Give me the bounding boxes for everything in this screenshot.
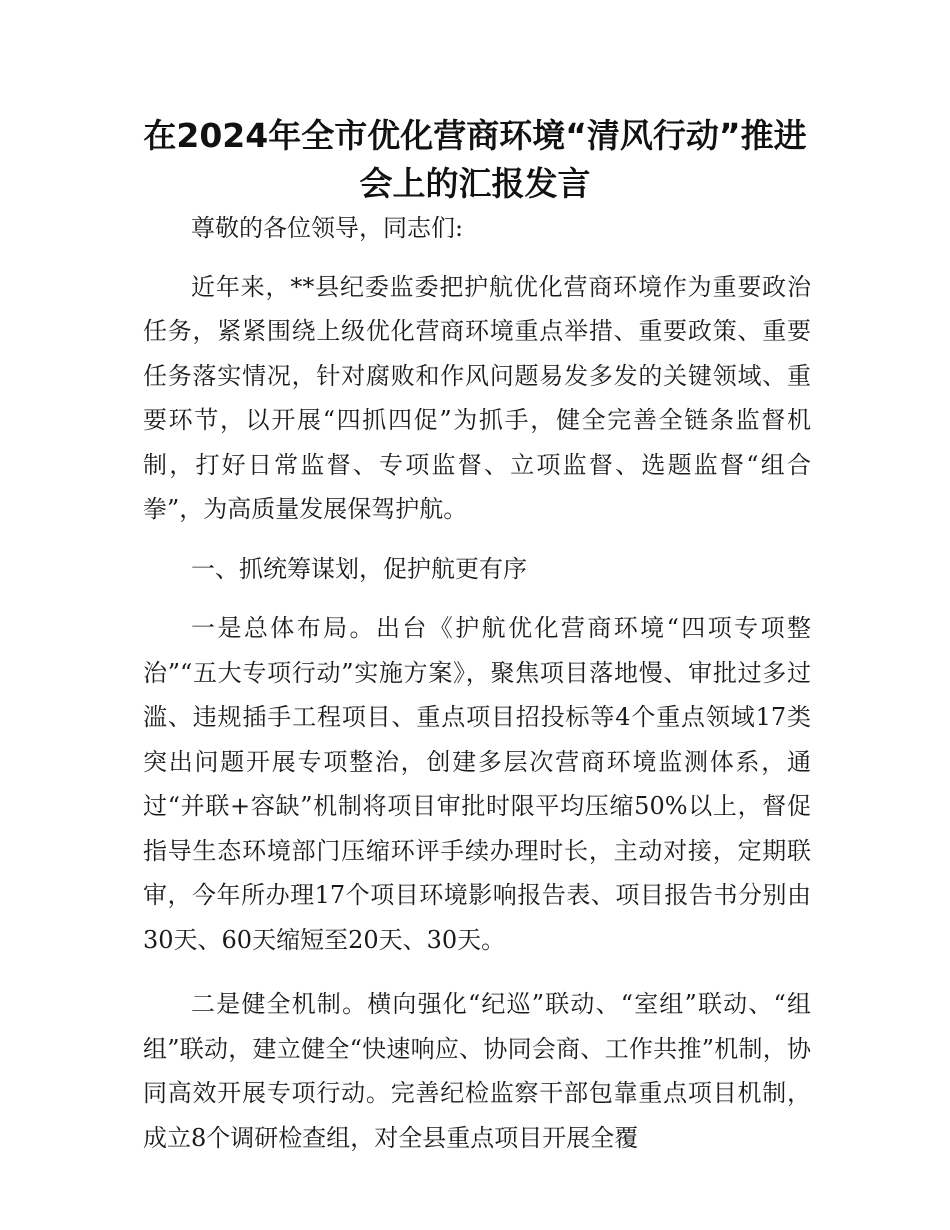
document-title <box>100 112 850 208</box>
section-heading-1: 一、抓统筹谋划，促护航更有序 <box>191 554 527 583</box>
paragraph-mechanism: 二是健全机制。横向强化“纪巡”联动、“室组”联动、“组组”联动，建立健全“快速响应、协同会商、工作共推”机制，协同高效开展专项行动。完善纪检监察干部包靠重点项目机制，成立8个调研检查组，对全县重点项目开展全覆 <box>143 990 811 1152</box>
title-line-2: 会上的汇报发言 <box>359 164 591 203</box>
paragraph-overall-layout: 一是总体布局。出台《护航优化营商环境“四项专项整治”“五大专项行动”实施方案》，聚焦项目落地慢、审批过多过滥、违规插手工程项目、重点项目招投标等4个重点领域17类突出问题开展专项整治，创建多层次营商环境监测体系，通过“并联+容缺”机制将项目审批时限平均压缩50%以上，督促指导生态环境部门压缩环评手续办理时长，主动对接，定期联审，今年所办理17个项目环境影响报告表、项目报告书分别由30天、60天缩短至20天、30天。 <box>143 614 811 954</box>
document-body <box>143 206 811 1175</box>
salutation: 尊敬的各位领导，同志们: <box>191 214 464 242</box>
title-line-1: 在2024年全市优化营商环境“清风行动”推进 <box>143 116 807 155</box>
intro-paragraph: 近年来，**县纪委监委把护航优化营商环境作为重要政治任务，紧紧围绕上级优化营商环境重点举措、重要政策、重要任务落实情况，针对腐败和作风问题易发多发的关键领域、重要环节，以开展“四抓四促”为抓手，健全完善全链条监督机制，打好日常监督、专项监督、立项监督、选题监督“组合拳”，为高质量发展保驾护航。 <box>143 272 811 523</box>
